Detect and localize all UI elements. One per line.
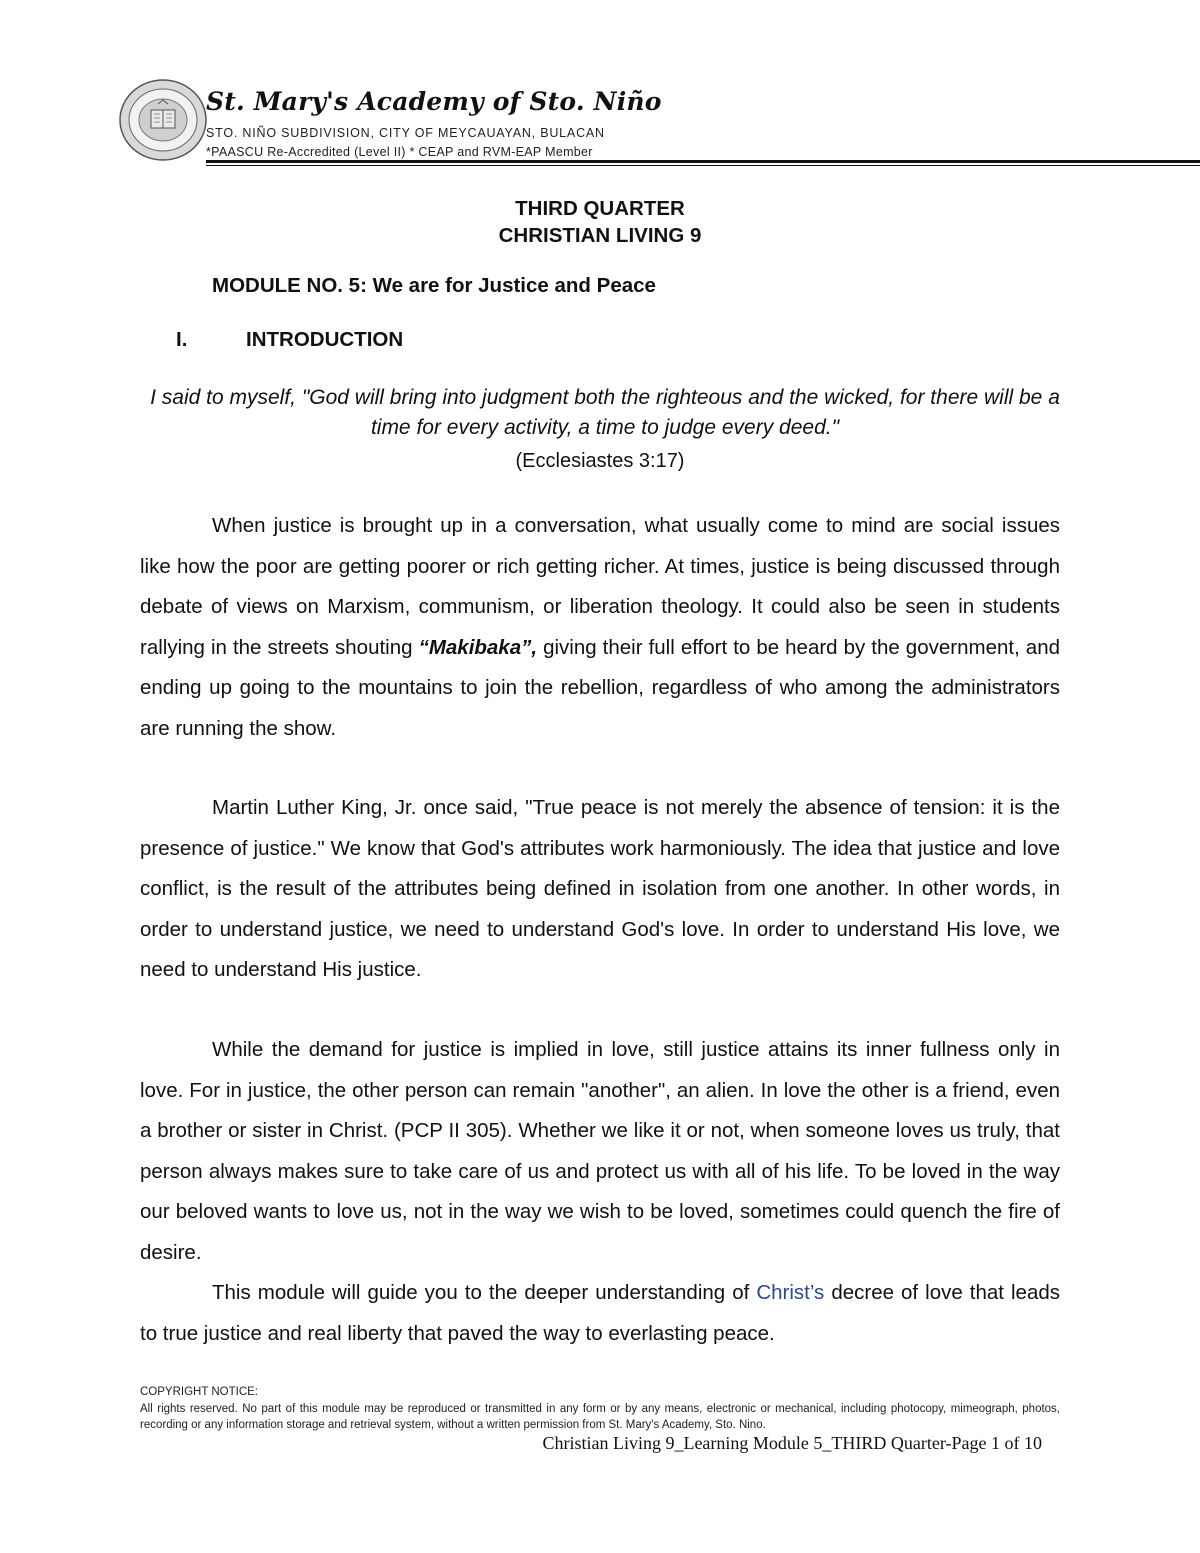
module-title: MODULE NO. 5: We are for Justice and Peace: [212, 274, 656, 297]
paragraph-1-emphasis: “Makibaka”,: [418, 635, 538, 659]
paragraph-1: [140, 506, 1060, 749]
paragraph-3: While the demand for justice is implied in love, still justice attains its inner fullness only in love. For in justice, the other person can remain "another", an alien. In love the other is a friend, even a brother or sister in Christ. (PCP II 305). Whether we like it or not, when someone loves us truly, that person always makes sure to take care of us and protect us with all of his life. To be loved in the way our beloved wants to love us, not in the way we wish to be loved, sometimes could quench the fire of desire.: [140, 1038, 1060, 1264]
quote-reference: (Ecclesiastes 3:17): [515, 450, 685, 472]
page-footer: Christian Living 9_Learning Module 5_THIRD Quarter-Page 1 of 10: [542, 1433, 1042, 1453]
paragraph-1-text: When justice is brought up in a conversation, what usually come to mind are social issues like how the poor are getting poorer or rich getting richer. At times, justice is being discussed through debate of views on Marxism, communism, or liberation theology. It could also be seen in students rallying in the streets shouting: [140, 514, 1060, 659]
school-name: St. Mary's Academy of Sto. Niño: [206, 87, 662, 116]
paragraph-4-text: This module will guide you to the deeper understanding of: [212, 1281, 757, 1304]
copyright-text: All rights reserved. No part of this module may be reproduced or transmitted in any form or by any means, electronic or mechanical, including photocopy, mimeograph, photos, recording or any information storage and retrieval system, without a written permission from St. Mary's Academy, Sto. Nino.: [140, 1402, 1060, 1431]
school-address: STO. NIÑO SUBDIVISION, CITY OF MEYCAUAYAN, BULACAN: [206, 126, 605, 140]
header-divider: [206, 160, 1200, 163]
paragraph-4-text-end: decree of love that leads to true justice and real liberty that paved the way to everlasting peace.: [140, 1281, 1060, 1345]
school-accreditation: *PAASCU Re-Accredited (Level II) * CEAP and RVM-EAP Member: [206, 145, 593, 159]
title-block: [0, 195, 1200, 249]
paragraph-4: [140, 1273, 1060, 1354]
header-divider-thin: [206, 165, 1200, 166]
copyright-notice: [140, 1384, 1060, 1434]
subject-title: CHRISTIAN LIVING 9: [498, 224, 702, 247]
paragraph-4-accent: Christ’s: [756, 1281, 825, 1304]
bible-quote: I said to myself, "God will bring into judgment both the righteous and the wicked, for there will be a time for every activity, a time to judge every deed.": [150, 386, 1060, 439]
paragraph-2: Martin Luther King, Jr. once said, "True peace is not merely the absence of tension: it is the presence of justice." We know that God's attributes work harmoniously. The idea that justice and love conflict, is the result of the attributes being defined in isolation from one another. In other words, in order to understand justice, we need to understand God's love. In order to understand His love, we need to understand His justice.: [140, 796, 1060, 981]
section-number: I.: [176, 328, 188, 351]
section-title: INTRODUCTION: [246, 328, 404, 351]
copyright-heading: COPYRIGHT NOTICE:: [140, 1386, 258, 1398]
paragraph-1-text-end: giving their full effort to be heard by the government, and ending up going to the mountains to join the rebellion, regardless of who among the administrators are running the show.: [140, 635, 1060, 740]
school-seal-icon: [118, 78, 208, 162]
quarter-title: THIRD QUARTER: [515, 197, 685, 220]
